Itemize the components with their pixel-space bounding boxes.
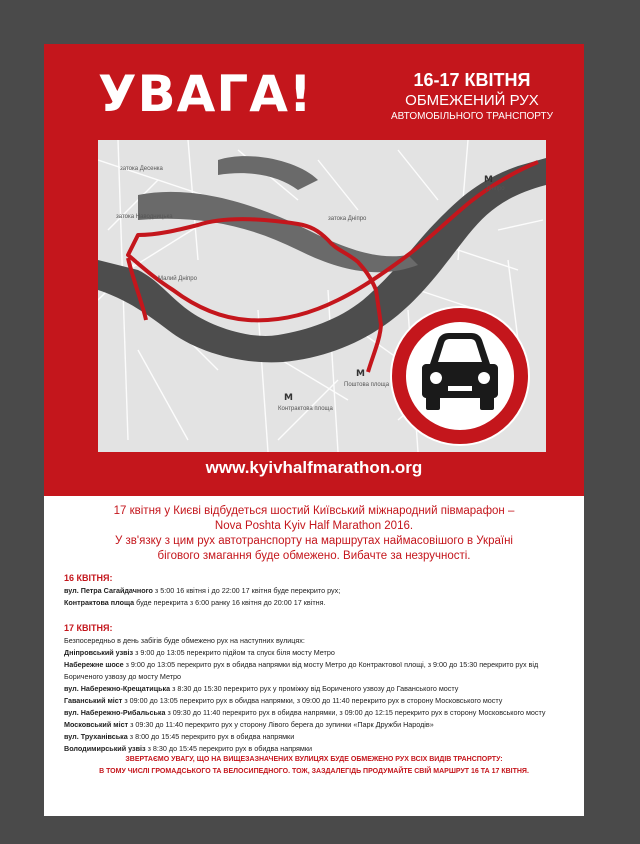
- metro-icon: M: [356, 369, 365, 379]
- map-label-dnipro: затока Дніпро: [328, 216, 367, 222]
- header-banner: [44, 44, 584, 496]
- restriction-subtitle: АВТОМОБІЛЬНОГО ТРАНСПОРТУ: [391, 111, 553, 122]
- list-item: Бориченого узвозу до мосту Метро: [64, 672, 182, 681]
- website-link[interactable]: www.kyivhalfmarathon.org: [205, 458, 423, 477]
- april16-section: [64, 572, 574, 609]
- poster: [44, 44, 584, 816]
- no-cars-sign-icon: [386, 302, 534, 450]
- event-date: 16-17 КВІТНЯ: [413, 70, 531, 90]
- list-item: Набережне шосе з 9:00 до 13:05 перекрито рух в обидва напрямки від мосту Метро до Контрактової площі, з 9:00 до 15:30 перекрито рух від: [64, 660, 539, 669]
- map-label-navodnytska: затока Наводницька: [116, 214, 173, 220]
- april16-heading: 16 КВІТНЯ:: [64, 573, 113, 583]
- metro-kontraktova-label: Контрактова площа: [278, 406, 333, 412]
- april17-heading: 17 КВІТНЯ:: [64, 623, 113, 633]
- metro-icon: M: [284, 393, 293, 403]
- warning-text: ЗВЕРТАЄМО УВАГУ, ЩО НА ВИЩЕЗАЗНАЧЕНИХ ВУЛИЦЯХ БУДЕ ОБМЕЖЕНО РУХ ВСІХ ВИДІВ ТРАНСПОРТУ: В ТОМУ ЧИСЛІ ГРОМАДСЬКОГО ТА ВЕЛОСИПЕДНОГО. ТОЖ, ЗАЗДАЛЕГІДЬ ПРОДУМАЙТЕ СВІЙ МАРШРУТ 16 ТА 17 КВІТНЯ.: [99, 756, 529, 775]
- list-item: Московський міст з 09:30 до 11:40 перекрито рух у сторону Лівого берега до зупинки «Парк Дружби Народів»: [64, 720, 434, 729]
- metro-poshtova-label: Поштова площа: [344, 382, 390, 388]
- list-item: вул. Набережно-Крещатицька з 8:30 до 15:30 перекрито рух у проміжку від Бориченого узвозу до Гаванського мосту: [64, 684, 459, 693]
- map-label-river: Малий Дніпро: [158, 276, 197, 282]
- list-item: вул. Труханівська з 8:00 до 15:45 перекрито рух в обидва напрямки: [64, 732, 295, 741]
- page-title: УВАГА!: [98, 65, 313, 123]
- list-item: Володимирський узвіз з 8:30 до 15:45 перекрито рух в обидва напрямки: [64, 744, 313, 753]
- metro-dnipro-label: Дніпро: [486, 186, 505, 192]
- list-item: Дніпровський узвіз з 9:00 до 13:05 перекрито підйом та спуск біля мосту Метро: [64, 648, 335, 657]
- april17-intro: Безпосередньо в день забігів буде обмежено рух на наступних вулицях:: [64, 636, 305, 645]
- list-item: вул. Петра Сагайдачного з 5:00 16 квітня і до 22:00 17 квітня буде перекрито рух;: [64, 586, 341, 595]
- list-item: Гаванський міст з 09:00 до 13:05 перекрито рух в обидва напрямки, з 09:00 до 11:40 перекрито рух в сторону Московського мосту: [64, 696, 503, 705]
- restriction-title: ОБМЕЖЕНИЙ РУХ: [405, 92, 539, 109]
- april17-section: [64, 622, 574, 755]
- list-item: вул. Набережно-Рибальська з 09:30 до 11:40 перекрито рух в обидва напрямки, з 09:00 до 12:15 перекрито рух в сторону Московського мосту: [64, 708, 546, 717]
- metro-icon: M: [484, 175, 493, 185]
- list-item: Контрактова площа буде перекрита з 6:00 ранку 16 квітня до 20:00 17 квітня.: [64, 598, 326, 607]
- intro-text: 17 квітня у Києві відбудеться шостий Київський міжнародний півмарафон – Nova Poshta Kyiv Half Marathon 2016. У зв'язку з цим рух автотранспорту на маршрутах наймасовішого в Україні бігового змагання буде обмежено. Вибачте за незручності.: [113, 505, 515, 562]
- map-label-desenka: затока Десенка: [120, 166, 163, 172]
